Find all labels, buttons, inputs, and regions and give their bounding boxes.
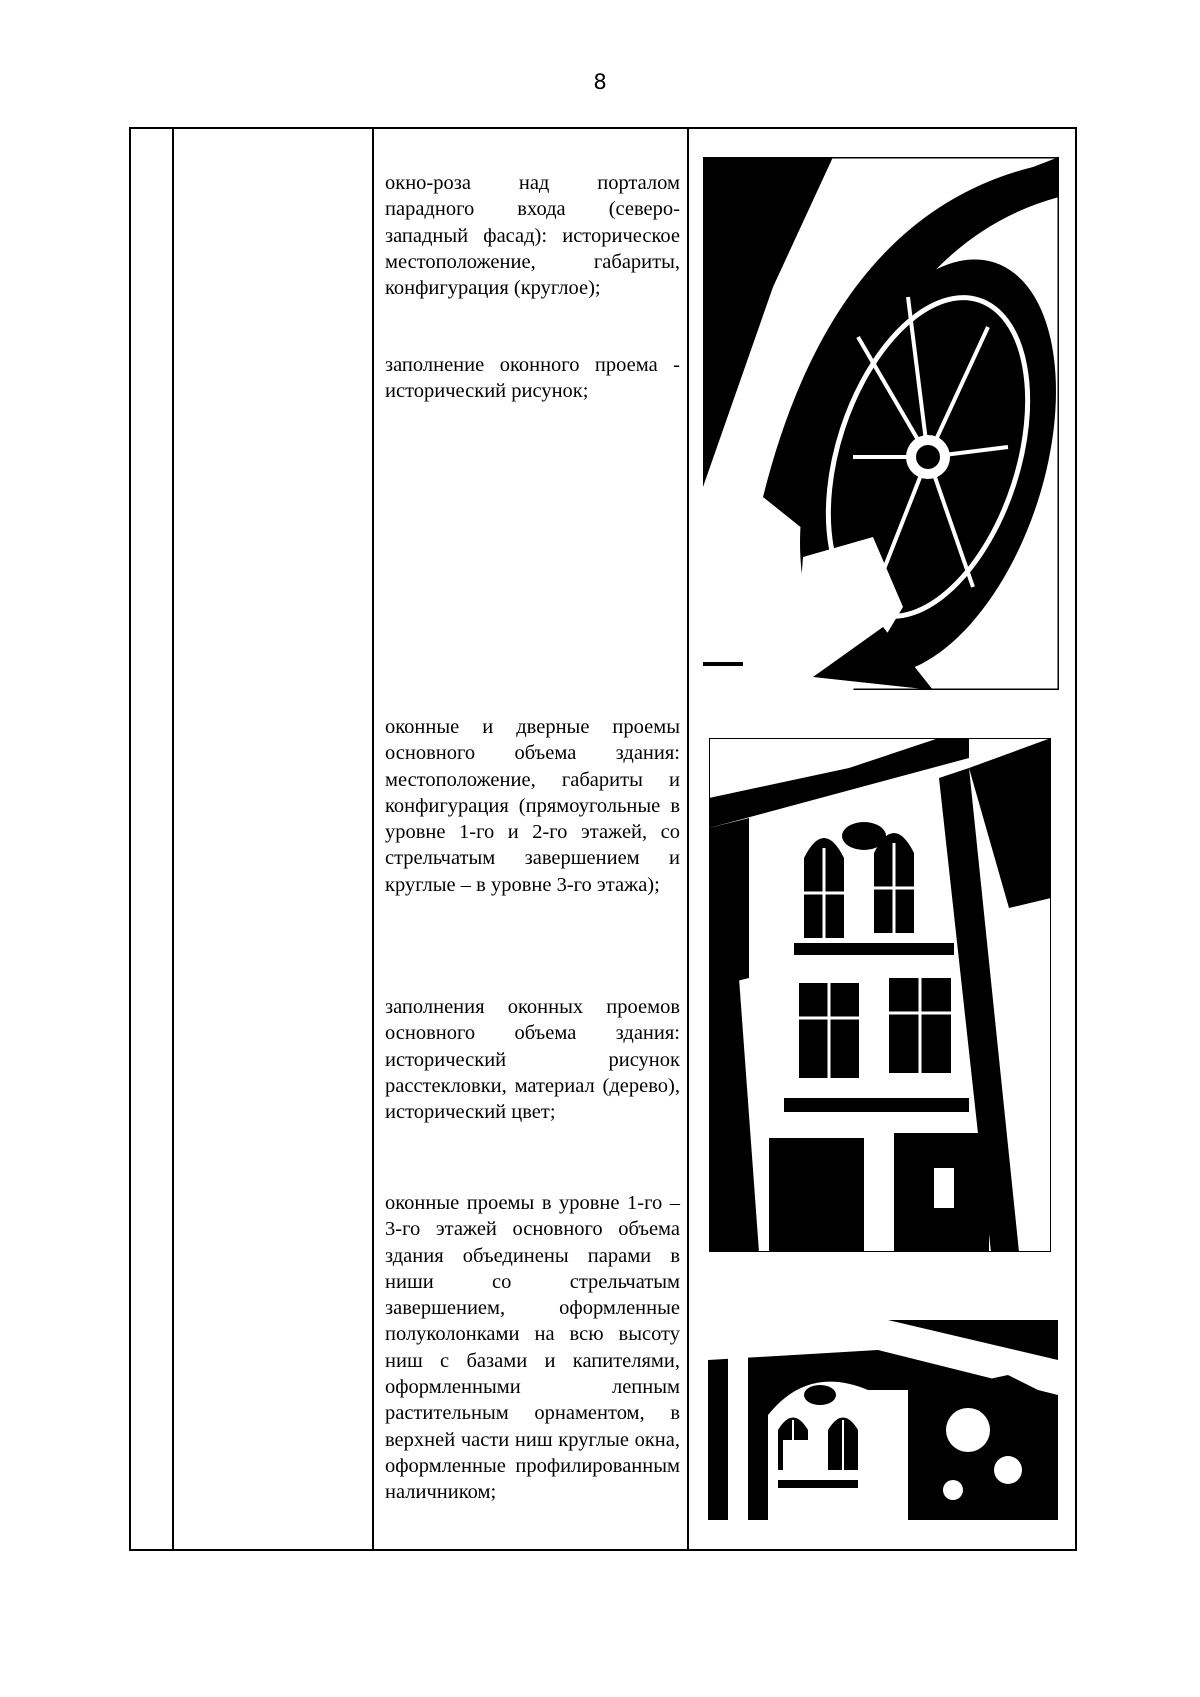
column-divider-3: [687, 129, 689, 1549]
description-cell: [385, 170, 680, 1506]
facade-niches-photo: [708, 1320, 1058, 1520]
column-divider-2: [372, 129, 374, 1549]
column-divider-1: [172, 129, 174, 1549]
openings-niches-description: оконные проемы в уровне 1-го – 3-го этажей основного объема здания объединены парами в ниши со стрельчатым завершением, оформленные полуколонками на всю высоту ниш с базами и капителями, оформленными лепным растительным орнаментом, в верхней части ниш круглые окна, оформленные профилированным наличником;: [385, 1192, 680, 1504]
rose-window-photo: [703, 157, 1059, 690]
rose-window-description: окно-роза над порталом парадного входа (северо-западный фасад): историческое местоположение, габариты, конфигурация (круглое);: [385, 172, 680, 300]
page-number: 8: [593, 70, 607, 94]
openings-fill-description: заполнения оконных проемов основного объема здания: исторический рисунок расстекловки, материал (дерево), исторический цвет;: [385, 996, 680, 1124]
openings-main-description: оконные и дверные проемы основного объема здания: местоположение, габариты и конфигурация (прямоугольные в уровне 1-го и 2-го этажей, со стрельчатым завершением и круглые – в уровне 3-го этажа);: [385, 716, 680, 896]
rose-window-fill-description: заполнение оконного проема - исторический рисунок;: [385, 354, 680, 403]
facade-windows-photo: [709, 738, 1051, 1252]
